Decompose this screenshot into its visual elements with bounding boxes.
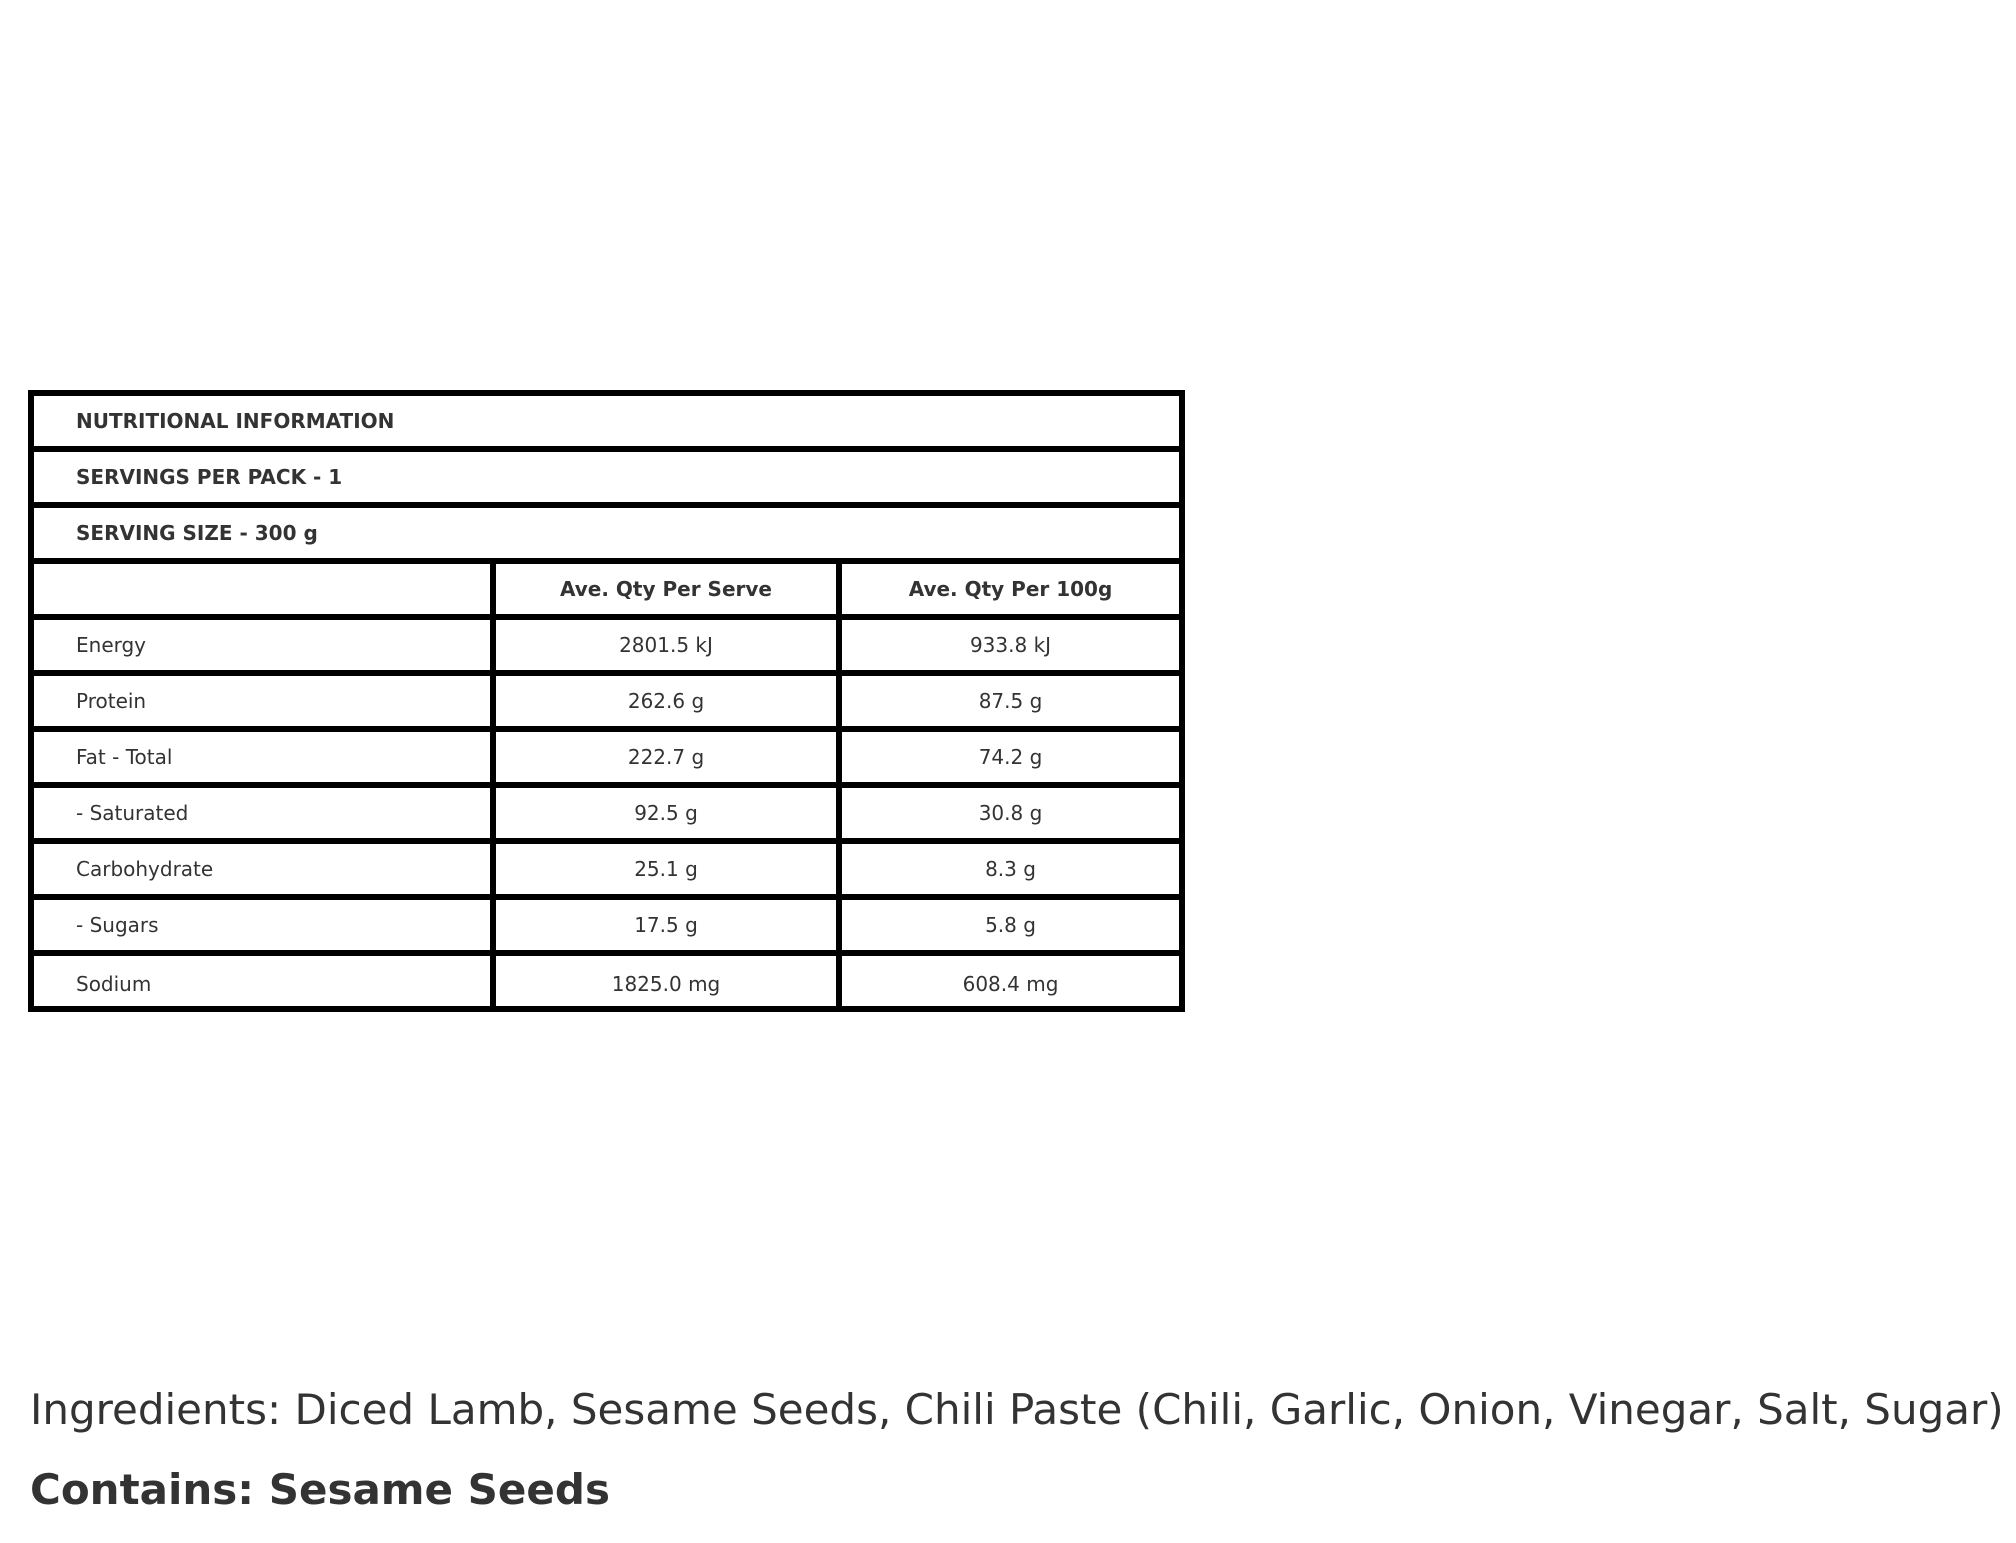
per-serve-value: 25.1 g <box>496 844 842 894</box>
per-100g-value: 5.8 g <box>985 913 1036 937</box>
per-serve-value: 1825.0 mg <box>496 956 842 1012</box>
column-header-row <box>34 564 1179 620</box>
column-header-blank <box>34 564 496 614</box>
per-serve-value: 17.5 g <box>496 900 842 950</box>
per-serve-value: 262.6 g <box>496 676 842 726</box>
table-row <box>34 956 1179 1012</box>
nutrient-name: Protein <box>34 676 496 726</box>
table-row <box>34 676 1179 732</box>
per-100g-value: 8.3 g <box>985 857 1036 881</box>
per-serve-value: 2801.5 kJ <box>496 620 842 670</box>
servings-row <box>34 452 1179 508</box>
nutrient-name: Fat - Total <box>34 732 496 782</box>
nutrient-name: - Saturated <box>34 788 496 838</box>
per-100g-value: 608.4 mg <box>962 972 1059 996</box>
table-row <box>34 900 1179 956</box>
nutrition-title: NUTRITIONAL INFORMATION <box>76 409 395 433</box>
serving-size: SERVING SIZE - 300 g <box>76 521 318 545</box>
per-100g-value: 30.8 g <box>978 801 1043 825</box>
table-row <box>34 620 1179 676</box>
nutrition-panel <box>28 390 1185 1012</box>
allergen-statement: Contains: Sesame Seeds <box>30 1465 610 1514</box>
table-row <box>34 844 1179 900</box>
nutrient-name: Sodium <box>34 956 496 1012</box>
column-header-per-serve: Ave. Qty Per Serve <box>496 564 842 614</box>
serving-size-row <box>34 508 1179 564</box>
table-row <box>34 732 1179 788</box>
per-serve-value: 222.7 g <box>496 732 842 782</box>
per-100g-value: 74.2 g <box>978 745 1043 769</box>
title-row <box>34 396 1179 452</box>
per-100g-value: 87.5 g <box>978 689 1043 713</box>
nutrient-name: Carbohydrate <box>34 844 496 894</box>
per-serve-value: 92.5 g <box>496 788 842 838</box>
nutrient-name: Energy <box>34 620 496 670</box>
nutrient-name: - Sugars <box>34 900 496 950</box>
column-header-per-100g: Ave. Qty Per 100g <box>908 577 1113 601</box>
servings-per-pack: SERVINGS PER PACK - 1 <box>76 465 343 489</box>
ingredients-text: Ingredients: Diced Lamb, Sesame Seeds, Chili Paste (Chili, Garlic, Onion, Vinegar, Salt, Sugar) <box>30 1385 2004 1434</box>
per-100g-value: 933.8 kJ <box>969 633 1052 657</box>
table-row <box>34 788 1179 844</box>
